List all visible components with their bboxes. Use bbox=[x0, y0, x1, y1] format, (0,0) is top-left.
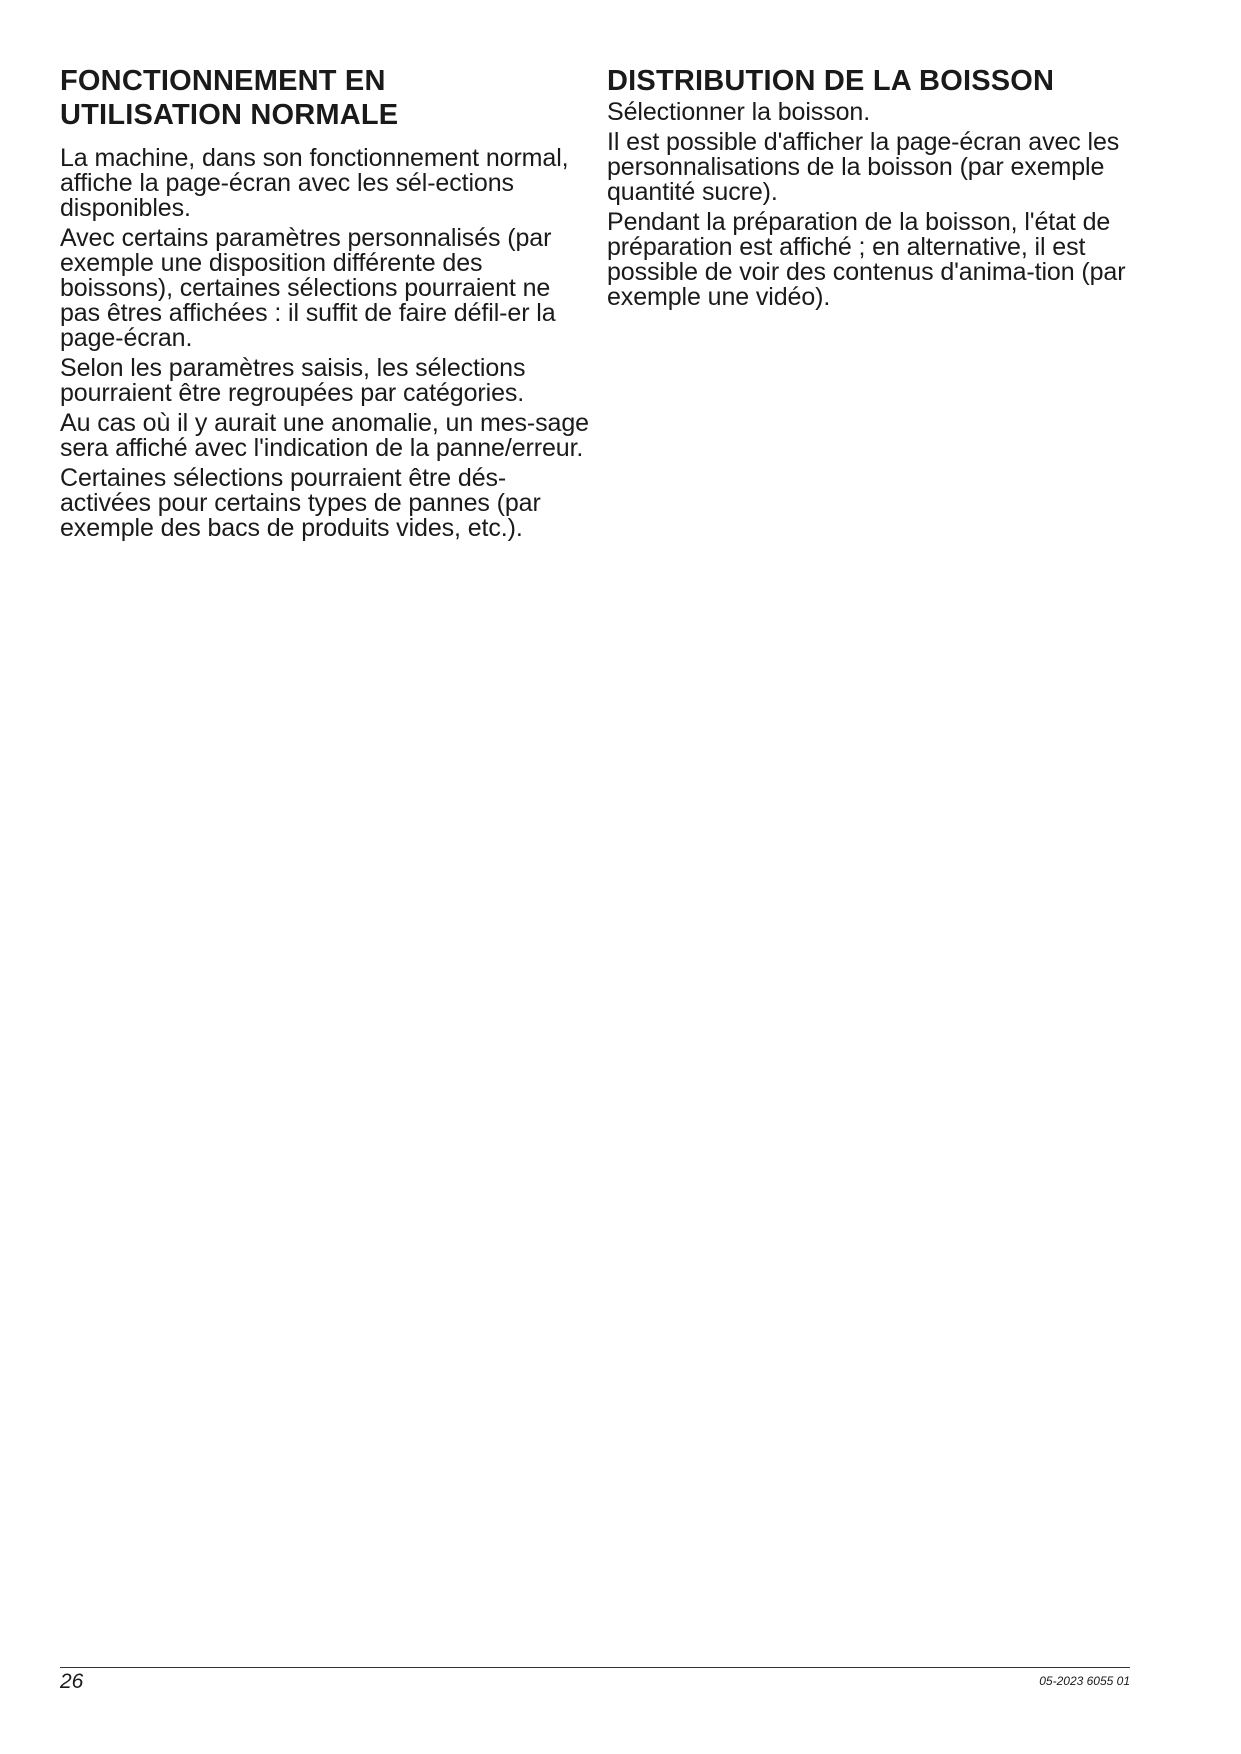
section-heading-distribution: DISTRIBUTION DE LA BOISSON bbox=[607, 65, 1055, 97]
heading-line-1: FONCTIONNEMENT EN bbox=[60, 65, 386, 97]
footer-divider bbox=[60, 1667, 1130, 1668]
paragraph: Il est possible d'afficher la page-écran avec les personnalisations de la boisson (par exemple quantité sucre). bbox=[607, 128, 1120, 206]
paragraph: Au cas où il y aurait une anomalie, un mes-sage sera affiché avec l'indication de la panne/erreur. bbox=[60, 409, 589, 462]
section-heading-fonctionnement bbox=[60, 64, 590, 132]
paragraph: Certaines sélections pourraient être dés-activées pour certains types de pannes (par exemple des bacs de produits vides, etc.). bbox=[60, 464, 541, 542]
paragraph: Avec certains paramètres personnalisés (par exemple une disposition différente des boissons), certaines sélections pourraient ne pas êtres affichées : il suffit de faire défil-er la page-écran. bbox=[60, 224, 556, 352]
heading-line-2: UTILISATION NORMALE bbox=[60, 99, 399, 131]
page-number: 26 bbox=[60, 1670, 84, 1693]
right-column bbox=[607, 64, 1137, 315]
paragraph: La machine, dans son fonctionnement normal, affiche la page-écran avec les sél-ections disponibles. bbox=[60, 144, 569, 222]
paragraph: Pendant la préparation de la boisson, l'état de préparation est affiché ; en alternative, il est possible de voir des contenus d'anima-tion (par exemple une vidéo). bbox=[607, 208, 1126, 311]
document-code: 05-2023 6055 01 bbox=[1039, 1674, 1130, 1688]
left-column bbox=[60, 64, 590, 546]
paragraph: Sélectionner la boisson. bbox=[607, 98, 871, 126]
paragraph: Selon les paramètres saisis, les sélections pourraient être regroupées par catégories. bbox=[60, 354, 526, 407]
